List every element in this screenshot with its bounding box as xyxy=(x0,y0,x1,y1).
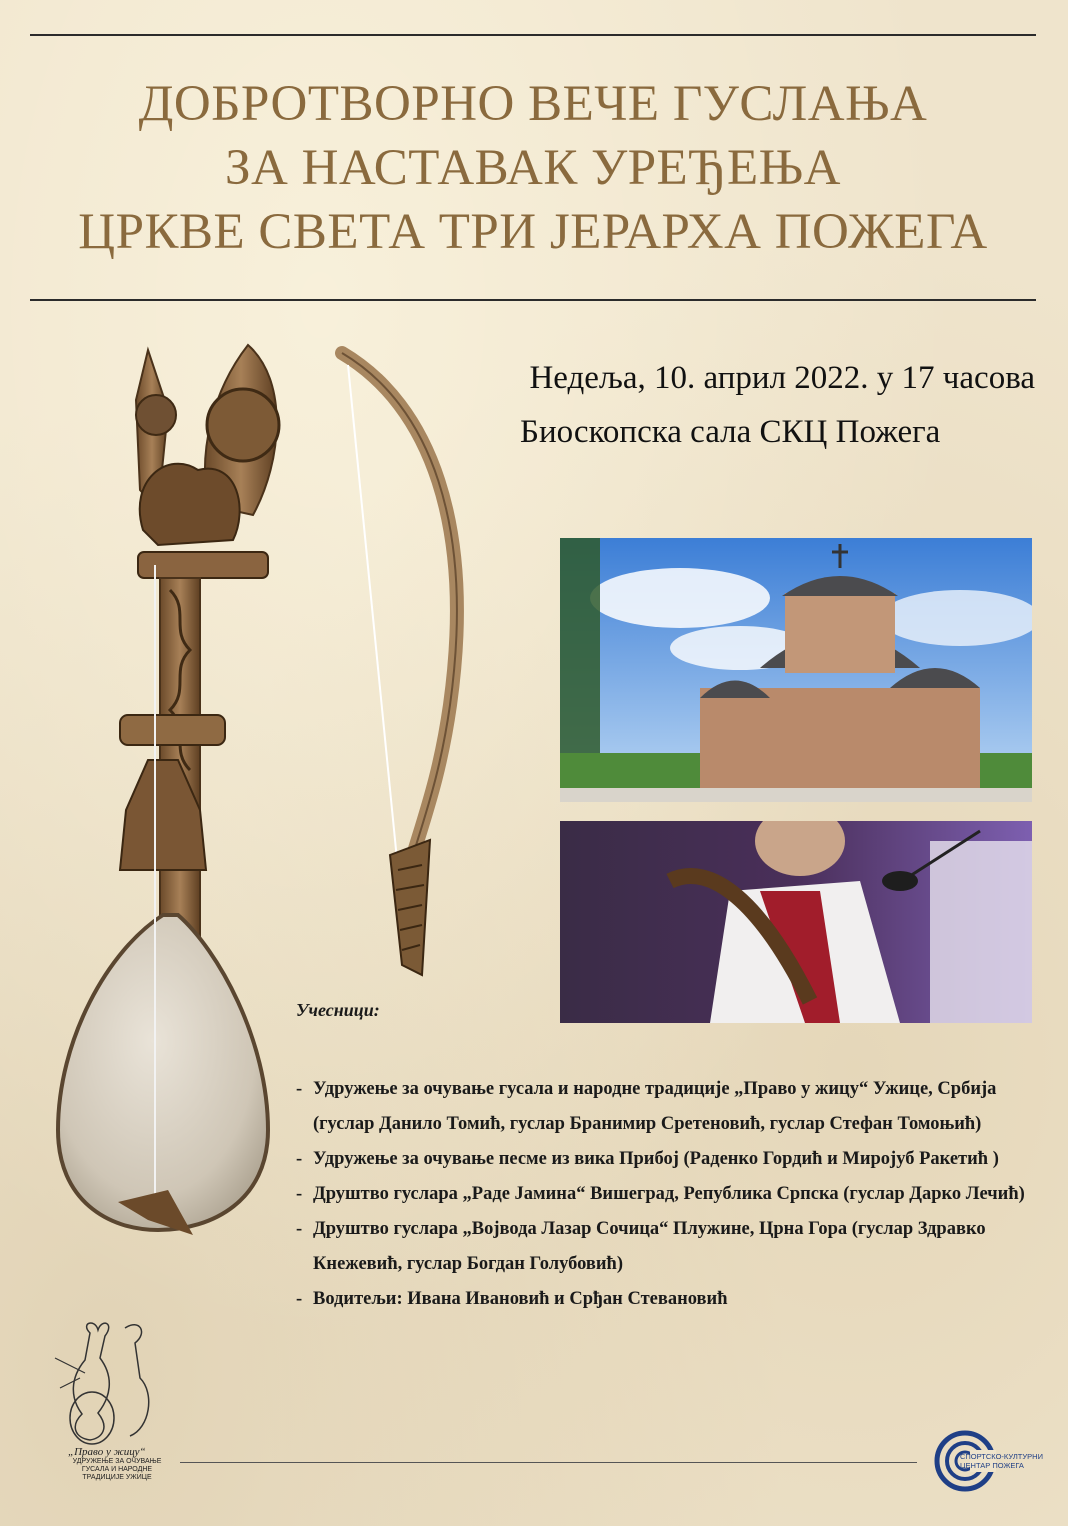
list-item: - Друштво гуслара „Раде Јамина“ Вишеград, Република Српска (гуслар Дарко Лечић) xyxy=(296,1184,1025,1204)
event-title xyxy=(30,72,1036,264)
participant-text: Друштво гуслара „Војвода Лазар Сочица“ Плужине, Црна Гора (гуслар Здравко Кнежевић, гуслар Богдан Голубовић) xyxy=(313,1219,986,1274)
participant-text: Друштво гуслара „Раде Јамина“ Вишеград, Република Српска (гуслар Дарко Лечић) xyxy=(313,1184,1025,1204)
event-venue: Биоскопска сала СКЦ Пожега xyxy=(520,414,941,450)
church-photo xyxy=(560,538,1032,802)
skc-caption-line-2: ЦЕНТАР ПОЖЕГА xyxy=(960,1461,1024,1470)
participants-title: Учесници: xyxy=(296,1000,380,1020)
gusle-illustration xyxy=(48,340,288,1245)
participant-text: Водитељи: Ивана Ивановић и Срђан Стевановић xyxy=(313,1289,728,1309)
title-line-1: ДОБРОТВОРНО ВЕЧЕ ГУСЛАЊА xyxy=(138,76,928,132)
footer-divider xyxy=(180,1462,917,1463)
association-logo-script: „Право у жицу“ xyxy=(68,1446,146,1458)
list-item: - Водитељи: Ивана Ивановић и Срђан Стевановић xyxy=(296,1289,728,1309)
association-logo-caption: УДРУЖЕЊЕ ЗА ОЧУВАЊЕ ГУСАЛА И НАРОДНЕ ТРАДИЦИЈЕ УЖИЦЕ xyxy=(72,1458,162,1481)
event-datetime: Недеља, 10. април 2022. у 17 часова xyxy=(529,360,1035,396)
title-line-3: ЦРКВЕ СВЕТА ТРИ ЈЕРАРХА ПОЖЕГА xyxy=(78,204,988,260)
list-item: - Удружење за очување гусала и народне традиције „Право у жицу“ Ужице, Србија (гуслар Данило Томић, гуслар Бранимир Сретеновић, гуслар Стефан Томоњић) xyxy=(296,1079,997,1134)
list-item: - Удружење за очување песме из вика Прибој (Раденко Гордић и Миројуб Ракетић ) xyxy=(296,1149,999,1169)
title-line-2: ЗА НАСТАВАК УРЕЂЕЊА xyxy=(224,140,842,196)
list-item: - Друштво гуслара „Војвода Лазар Сочица“ Плужине, Црна Гора (гуслар Здравко Кнежевић, гуслар Богдан Голубовић) xyxy=(296,1219,986,1274)
participant-text: Удружење за очување гусала и народне традиције „Право у жицу“ Ужице, Србија (гуслар Данило Томић, гуслар Бранимир Сретеновић, гуслар Стефан Томоњић) xyxy=(313,1079,997,1134)
title-divider xyxy=(30,299,1036,301)
participants-list xyxy=(296,1072,1046,1317)
top-divider xyxy=(30,34,1036,36)
participant-text: Удружење за очување песме из вика Прибој (Раденко Гордић и Миројуб Ракетић ) xyxy=(313,1149,999,1169)
guslar-photo xyxy=(560,821,1032,1023)
skc-caption-line-1: СПОРТСКО-КУЛТУРНИ xyxy=(960,1452,1043,1461)
bow-illustration xyxy=(330,345,475,985)
skc-logo-caption xyxy=(960,1452,1043,1470)
